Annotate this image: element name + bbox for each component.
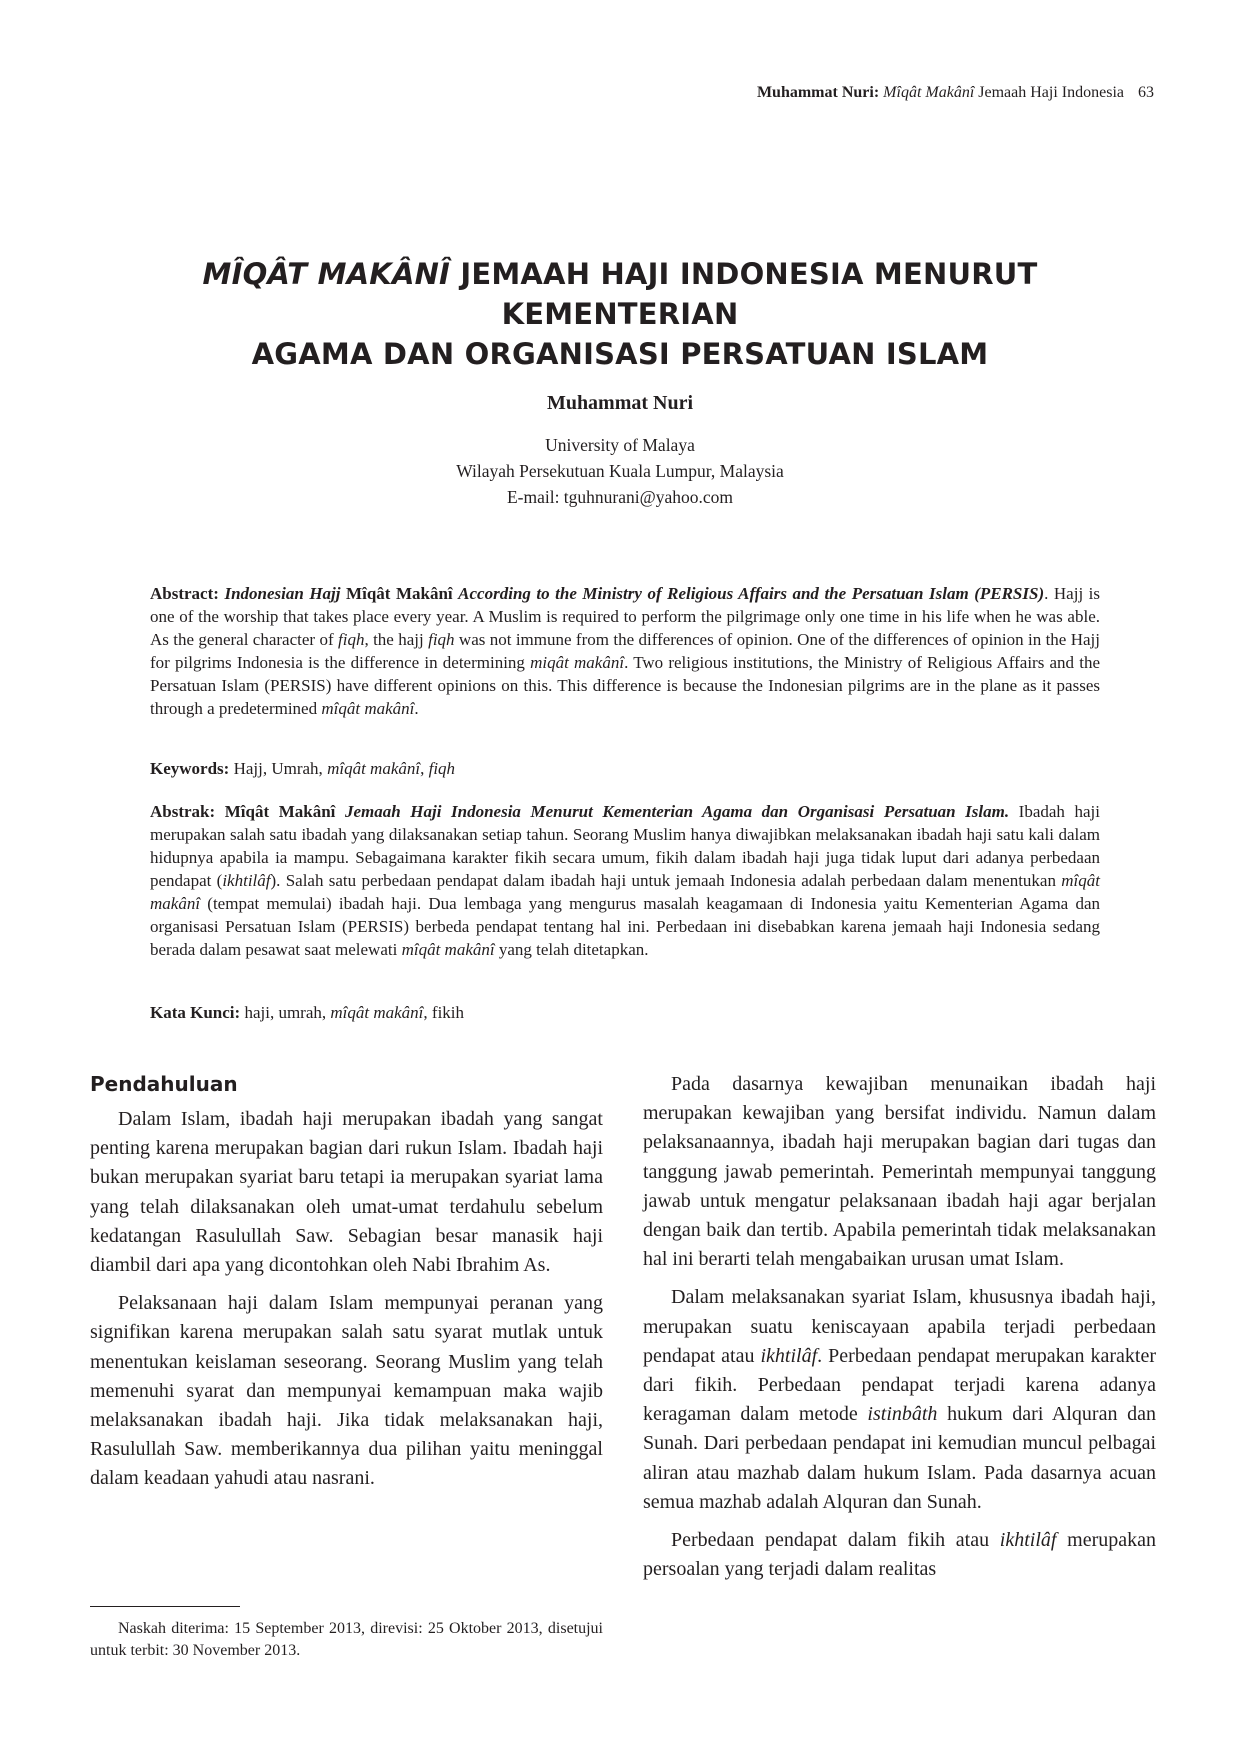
paragraph-text: . Perbedaan pendapat merupakan karakter dari fikih. Perbedaan pendapat terjadi karena adanya keragaman dalam metode <box>643 1344 1156 1426</box>
abstract-term: mîqât makânî <box>321 699 415 718</box>
abstrak-label: Abstrak: <box>150 802 216 821</box>
abstrak-text: Ibadah haji merupakan salah satu ibadah yang dilaksanakan setiap tahun. Seorang Muslim hanya diwajibkan melaksanakan ibadah haji satu kali dalam hidupnya apabila ia mampu. Sebagaimana karakter fikih secara umum, fikih dalam ibadah haji juga tidak luput dari adanya perbedaan pendapat ( <box>150 802 1101 890</box>
abstrak-text: ). Salah satu perbedaan pendapat dalam ibadah haji untuk jemaah Indonesia adalah perbedaan dalam menentukan <box>270 871 1062 890</box>
abstract-title-part: Indonesian Hajj <box>224 584 341 603</box>
kata-kunci-text: haji, umrah, <box>240 1003 331 1022</box>
paragraph: Pelaksanaan haji dalam Islam mempunyai peranan yang signifikan karena merupakan salah satu syarat mutlak untuk menentukan keislaman seseorang. Seorang Muslim yang telah memenuhi syarat dan mempunyai kemampuan maka wajib melaksanakan ibadah haji. Jika tidak melaksanakan haji, Rasulullah Saw. memberikannya dua pilihan yaitu meninggal dalam keadaan yahudi atau nasrani. <box>90 1292 603 1490</box>
paragraph: Dalam Islam, ibadah haji merupakan ibadah yang sangat penting karena merupakan bagian dari rukun Islam. Ibadah haji bukan merupakan syariat baru tetapi ia merupakan syariat lama yang telah dilaksanakan oleh umat-umat terdahulu sebelum kedatangan Rasulullah Saw. Sebagian besar manasik haji diambil dari apa yang dicontohkan oleh Nabi Ibrahim As. <box>90 1108 603 1277</box>
kata-kunci-label: Kata Kunci: <box>150 1003 241 1022</box>
paragraph-term: ikhtilâf <box>999 1529 1057 1552</box>
paragraph <box>643 1526 1156 1584</box>
author-name: Muhammat Nuri <box>546 392 694 414</box>
abstract-label: Abstract: <box>150 584 219 603</box>
abstract-text: . Hajj is one of the worship that takes place every year. A Muslim is required to perform the pilgrimage only one time in his life when he was able. As the general character of <box>150 584 1101 649</box>
running-head-title-italic: Mîqât Makânî <box>883 84 975 101</box>
title-italic-part: MÎQÂT MAKÂNÎ <box>202 257 451 291</box>
abstract-english <box>150 582 1100 720</box>
abstract-title-part: According to the Ministry of Religious Affairs and the Persatuan Islam (PERSIS) <box>458 584 1045 603</box>
abstract-text: , the hajj <box>364 630 429 649</box>
abstract-term: fiqh <box>428 630 455 649</box>
abstract-term: fiqh <box>338 630 365 649</box>
abstract-text: . <box>414 699 419 718</box>
kata-kunci-term: mîqât makânî <box>330 1003 424 1022</box>
title-line1: JEMAAH HAJI INDONESIA MENURUT KEMENTERIAN <box>450 257 1038 331</box>
abstrak-term: mîqât makânî <box>150 871 1100 913</box>
abstract-text: was not immune from the differences of opinion. One of the differences of opinion in the Hajj for pilgrims Indonesia is the difference in determining <box>150 630 1100 672</box>
keywords-label: Keywords: <box>150 759 230 778</box>
abstrak-term: mîqât makânî <box>401 940 495 959</box>
paragraph-text: hukum dari Alquran dan Sunah. Dari perbedaan pendapat ini kemudian muncul pelbagai aliran atau mazhab dalam hukum Islam. Pada dasarnya acuan semua mazhab adalah Alquran dan Sunah. <box>643 1403 1156 1513</box>
address: Wilayah Persekutuan Kuala Lumpur, Malaysia <box>456 461 784 481</box>
abstrak-text: yang telah ditetapkan. <box>494 940 649 959</box>
page-number: 63 <box>1138 84 1154 101</box>
paragraph-text: merupakan persoalan yang terjadi dalam realitas <box>643 1529 1156 1581</box>
paragraph <box>643 1283 1156 1517</box>
footnote: Naskah diterima: 15 September 2013, direvisi: 25 Oktober 2013, disetujui untuk terbit: 30 November 2013. <box>90 1620 603 1659</box>
keywords-text: , <box>420 759 429 778</box>
abstrak-text: (tempat memulai) ibadah haji. Dua lembaga yang mengurus masalah keagamaan di Indonesia yaitu Kementerian Agama dan organisasi Persatuan Islam (PERSIS) berbeda pendapat tentang hal ini. Perbedaan ini disebabkan karena jemaah haji Indonesia sedang berada dalam pesawat saat melewati <box>150 894 1100 959</box>
abstrak-title-part: Mîqât Makânî <box>224 802 336 821</box>
section-heading: Pendahuluan <box>90 1072 238 1096</box>
abstract-text: . Two religious institutions, the Ministry of Religious Affairs and the Persatuan Islam (PERSIS) have different opinions on this. This difference is because the Indonesian pilgrims are in the plane as it passes through a predetermined <box>150 653 1100 718</box>
right-column <box>643 1070 1156 1593</box>
keyword-term: fiqh <box>428 759 456 778</box>
footnote-divider <box>90 1606 240 1607</box>
abstract-title-part: Mîqât Makânî <box>346 584 453 603</box>
keywords-text: Hajj, Umrah, <box>229 759 328 778</box>
left-column <box>90 1070 603 1503</box>
paragraph-term: istinbâth <box>867 1403 938 1426</box>
abstract-indonesian <box>150 800 1100 961</box>
running-head-author: Muhammat Nuri: <box>756 84 880 101</box>
running-head-title: Jemaah Haji Indonesia <box>978 84 1124 101</box>
email: E-mail: tguhnurani@yahoo.com <box>506 487 734 507</box>
author-affiliation-block <box>0 432 1240 510</box>
abstract-term: miqât makânî <box>530 653 625 672</box>
affiliation: University of Malaya <box>545 435 695 455</box>
keyword-term: mîqât makânî <box>327 759 421 778</box>
article-title <box>90 254 1150 374</box>
kata-kunci-text: , fikih <box>423 1003 465 1022</box>
running-head <box>757 84 1154 102</box>
paragraph-term: ikhtilâf <box>760 1344 818 1367</box>
abstrak-title-part: Jemaah Haji Indonesia Menurut Kementerian Agama dan Organisasi Persatuan Islam. <box>344 802 1010 821</box>
title-line2: AGAMA DAN ORGANISASI PERSATUAN ISLAM <box>251 337 989 371</box>
keywords-english <box>150 757 1100 780</box>
paragraph-text: Dalam melaksanakan syariat Islam, khususnya ibadah haji, merupakan suatu keniscayaan apabila terjadi perbedaan pendapat atau <box>643 1286 1156 1367</box>
paragraph-text: Perbedaan pendapat dalam fikih atau <box>671 1529 1000 1552</box>
keywords-indonesian <box>150 1001 1100 1024</box>
paragraph: Pada dasarnya kewajiban menunaikan ibadah haji merupakan kewajiban yang bersifat individu. Namun dalam pelaksanaannya, ibadah haji merupakan bagian dari tugas dan tanggung jawab pemerintah. Pemerintah mempunyai tanggung jawab untuk mengatur pelaksanaan ibadah haji agar berjalan dengan baik dan tertib. Apabila pemerintah tidak melaksanakan hal ini berarti telah mengabaikan urusan umat Islam. <box>643 1073 1156 1271</box>
abstrak-term: ikhtilâf <box>222 871 271 890</box>
